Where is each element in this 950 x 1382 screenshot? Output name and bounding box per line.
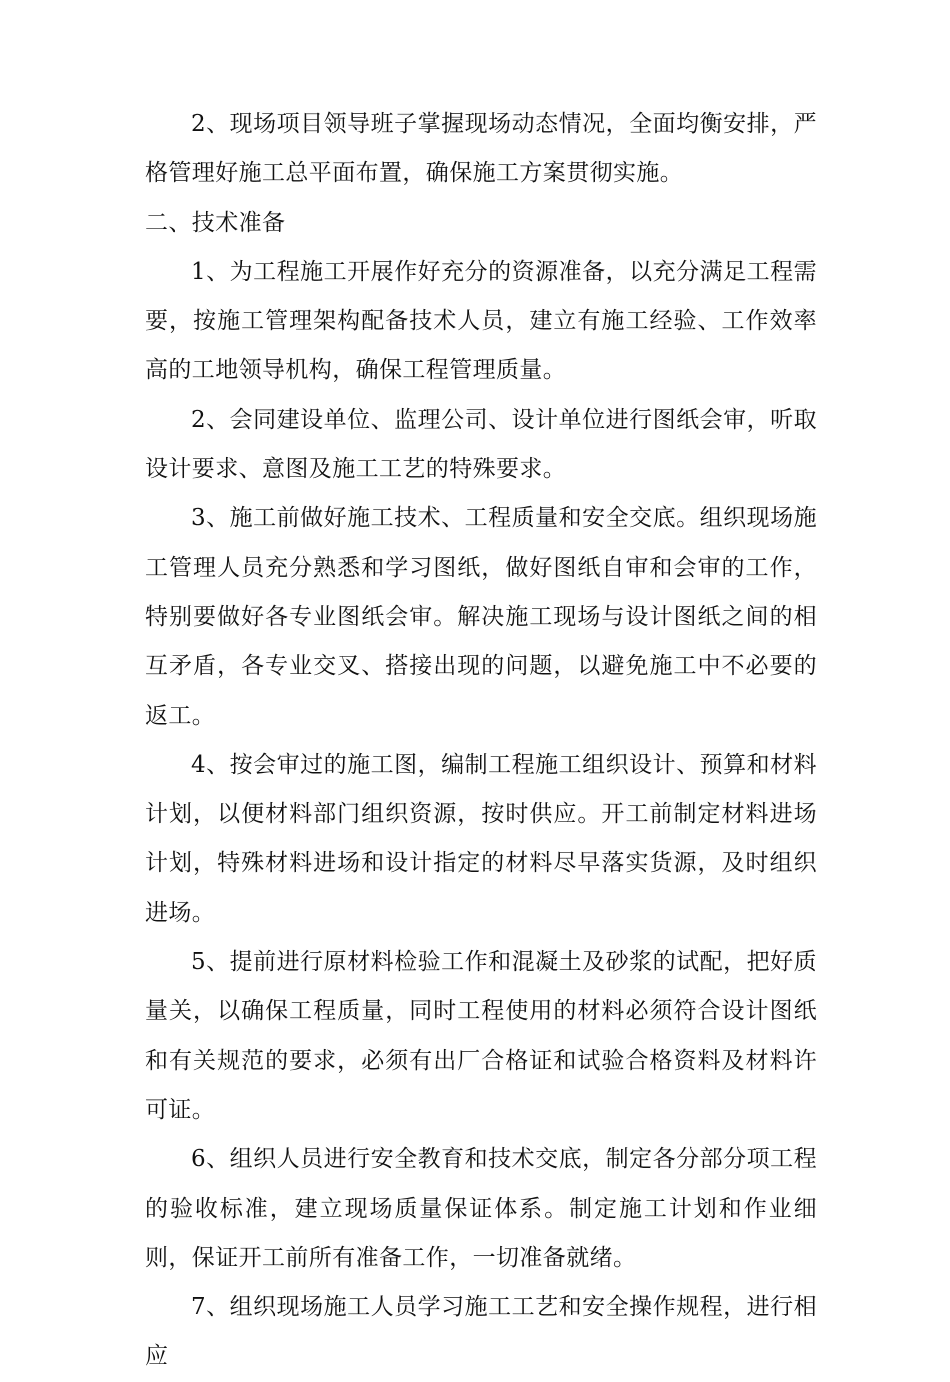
paragraph-item-1: 1、为工程施工开展作好充分的资源准备，以充分满足工程需要，按施工管理架构配备技术人员，建立有施工经验、工作效率高的工地领导机构，确保工程管理质量。 [145,258,817,384]
paragraph-site-leadership: 2、现场项目领导班子掌握现场动态情况，全面均衡安排，严格管理好施工总平面布置，确保施工方案贯彻实施。 [145,111,817,187]
section-heading-technical-preparation: 二、技术准备 [145,209,286,236]
paragraph-item-7: 7、组织现场施工人员学习施工工艺和安全操作规程，进行相应 [145,1294,817,1370]
paragraph-item-3: 3、施工前做好施工技术、工程质量和安全交底。组织现场施工管理人员充分熟悉和学习图纸，做好图纸自审和会审的工作，特别要做好各专业图纸会审。解决施工现场与设计图纸之间的相互矛盾，各专业交叉、搭接出现的问题，以避免施工中不必要的返工。 [145,505,817,729]
document-page [145,100,817,1382]
paragraph-item-6: 6、组织人员进行安全教育和技术交底，制定各分部分项工程的验收标准，建立现场质量保证体系。制定施工计划和作业细则，保证开工前所有准备工作，一切准备就绪。 [145,1146,817,1271]
paragraph-item-4: 4、按会审过的施工图，编制工程施工组织设计、预算和材料计划，以便材料部门组织资源，按时供应。开工前制定材料进场计划，特殊材料进场和设计指定的材料尽早落实货源，及时组织进场。 [145,751,817,926]
paragraph-item-2: 2、会同建设单位、监理公司、设计单位进行图纸会审，听取设计要求、意图及施工工艺的特殊要求。 [145,406,817,483]
paragraph-item-5: 5、提前进行原材料检验工作和混凝土及砂浆的试配，把好质量关，以确保工程质量，同时工程使用的材料必须符合设计图纸和有关规范的要求，必须有出厂合格证和试验合格资料及材料许可证。 [145,949,817,1123]
